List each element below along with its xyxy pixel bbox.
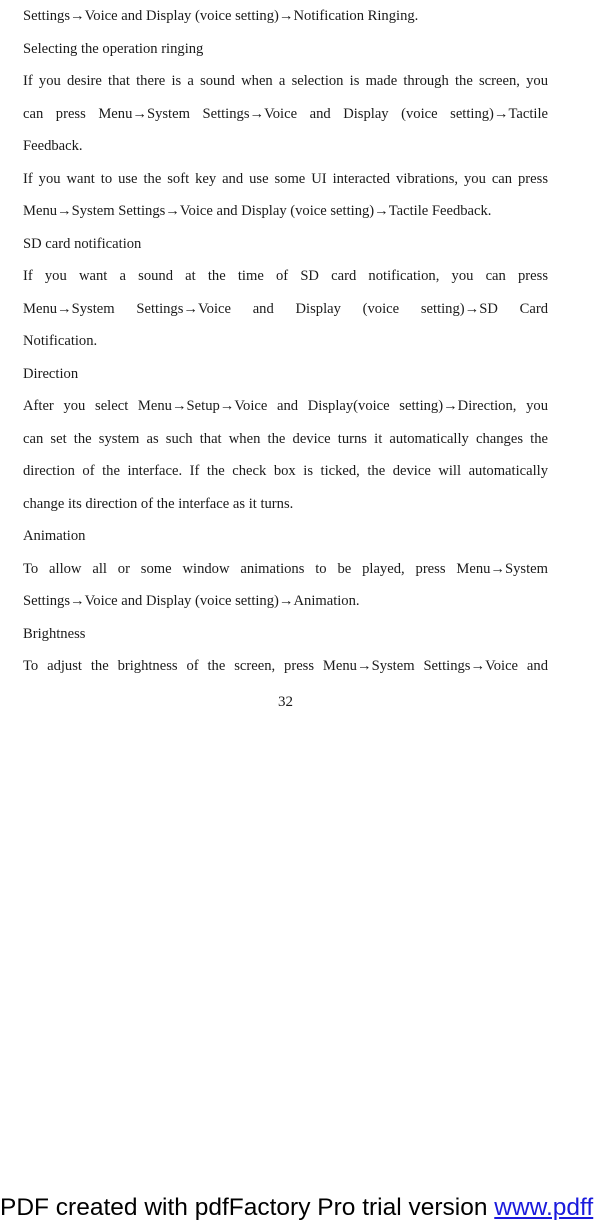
text-line: can set the system as such that when the device turns it automatically changes the [23, 430, 548, 447]
text-line: After you select Menu→Setup→Voice and Display(voice setting)→Direction, you [23, 398, 548, 414]
footer-link[interactable]: www.pdff [494, 1194, 594, 1221]
text-line: If you desire that there is a sound when a selection is made through the screen, you [23, 73, 548, 89]
text-line: can press Menu→System Settings→Voice and Display (voice setting)→Tactile [23, 105, 548, 122]
text-line: Notification. [23, 333, 98, 349]
text-line: Settings→Voice and Display (voice setting)→Animation. [23, 593, 360, 609]
text-line: Menu→System Settings→Voice and Display (voice setting)→SD Card [23, 300, 548, 317]
text-line: If you want a sound at the time of SD card notification, you can press [23, 268, 548, 284]
section-heading: SD card notification [23, 235, 142, 252]
section-heading: Animation [23, 528, 86, 544]
document-body [23, 0, 548, 683]
text-line: Settings→Voice and Display (voice setting)→Notification Ringing. [23, 8, 419, 24]
text-line: direction of the interface. If the check box is ticked, the device will automatically [23, 463, 548, 479]
section-heading: Selecting the operation ringing [23, 40, 204, 57]
page-number: 32 [278, 694, 293, 710]
footer-text: PDF created with pdfFactory Pro trial version [0, 1194, 495, 1221]
text-line: change its direction of the interface as it turns. [23, 495, 294, 512]
text-line: To allow all or some window animations to be played, press Menu→System [23, 560, 548, 577]
pdf-footer-banner [0, 1193, 593, 1223]
section-heading: Direction [23, 365, 79, 382]
section-heading: Brightness [23, 625, 86, 642]
text-line: If you want to use the soft key and use some UI interacted vibrations, you can press [23, 170, 548, 187]
text-line: To adjust the brightness of the screen, press Menu→System Settings→Voice and [23, 658, 548, 674]
text-line: Menu→System Settings→Voice and Display (voice setting)→Tactile Feedback. [23, 203, 492, 219]
text-line: Feedback. [23, 138, 83, 154]
